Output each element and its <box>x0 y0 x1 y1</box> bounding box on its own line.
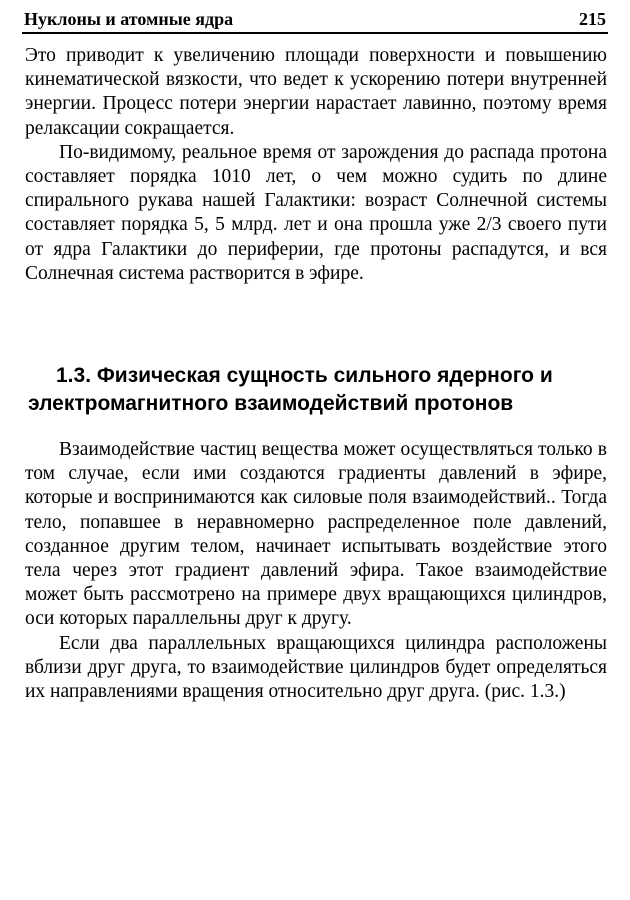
section-heading-line: 1.3. Физическая сущность сильного ядерного и <box>56 364 553 387</box>
running-header <box>22 6 608 34</box>
section-heading-line: электромагнитного взаимодействий протонов <box>28 392 514 415</box>
running-title: Нуклоны и атомные ядра <box>24 9 234 29</box>
paragraph: Если два параллельных вращающихся цилиндра расположены вблизи друг друга, то взаимодействие цилиндров будет определяться их направлениями вращения относительно друг друга. (рис. 1.3.) <box>25 632 607 703</box>
page-number: 215 <box>579 9 606 29</box>
section-heading <box>28 362 608 418</box>
section-text-block <box>25 438 607 704</box>
paragraph: По-видимому, реальное время от зарождения до распада протона составляет порядка 1010 лет, о чем можно судить по длине спирального рукава нашей Галактики: возраст Солнечной системы составляет порядка 5, 5 млрд. лет и она прошла уже 2/3 своего пути от ядра Галактики до периферии, где протоны распадутся, и вся Солнечная система растворится в эфире. <box>25 141 607 284</box>
paragraph: Взаимодействие частиц вещества может осуществляться только в том случае, если ими создаются градиенты давлений в эфире, которые и воспринимаются как силовые поля взаимодействий.. Тогда тело, попавшее в неравномерно распределенное поле давлений, созданное другим телом, начинает испытывать воздействие этого тела через этот градиент давлений эфира. Такое взаимодействие может быть рассмотрено на примере двух вращающихся цилиндров, оси которых параллельны друг к другу. <box>25 439 607 630</box>
paragraph: Это приводит к увеличению площади поверхности и повышению кинематической вязкости, что ведет к ускорению потери внутренней энергии. Процесс потери энергии нарастает лавинно, поэтому время релаксации сокращается. <box>25 45 607 139</box>
intro-text-block <box>25 44 607 286</box>
